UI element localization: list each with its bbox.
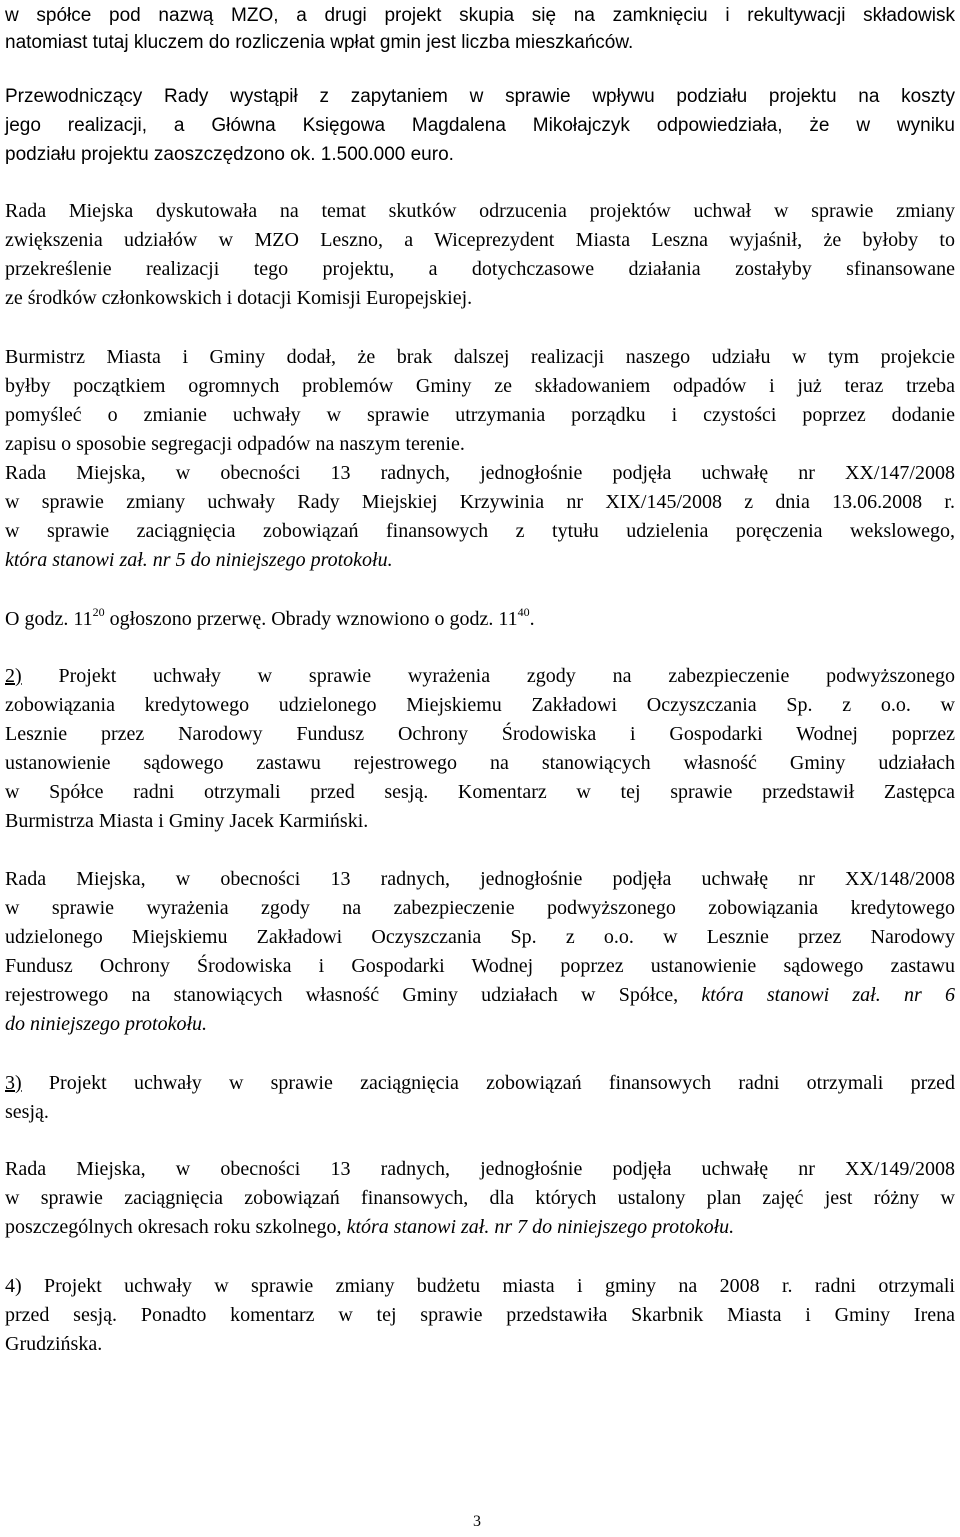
text-line: Fundusz Ochrony Środowiska i Gospodarki Wodnej poprzez ustanowienie sądowego zastawu bbox=[5, 955, 955, 977]
text-line: zobowiązania kredytowego udzielonego Miejskiemu Zakładowi Oczyszczania Sp. z o.o. w bbox=[5, 694, 955, 716]
text-segment: rejestrowego na stanowiących własność Gminy udziałach w Spółce, bbox=[5, 984, 702, 1006]
text-line: Rada Miejska, w obecności 13 radnych, jednogłośnie podjęła uchwałę nr XX/148/2008 bbox=[5, 868, 955, 890]
text-line: w spółce pod nazwą MZO, a drugi projekt skupia się na zamknięciu i rekultywacji składowisk bbox=[5, 5, 955, 26]
agenda-item-title: Projekt uchwały w sprawie zaciągnięcia zobowiązań finansowych radni otrzymali przed bbox=[21, 1072, 955, 1094]
attachment-reference: która stanowi zał. nr 6 bbox=[701, 984, 956, 1006]
text-line: w sprawie zaciągnięcia zobowiązań finansowych, dla których ustalony plan zajęć jest różny w bbox=[5, 1187, 955, 1209]
text-line: w sprawie wyrażenia zgody na zabezpieczenie podwyższonego zobowiązania kredytowego bbox=[5, 897, 955, 919]
agenda-item-number: 3) bbox=[5, 1072, 22, 1094]
text-line: Lesznie przez Narodowy Fundusz Ochrony Środowiska i Gospodarki Wodnej poprzez bbox=[5, 723, 955, 745]
text-line: w sprawie zaciągnięcia zobowiązań finansowych z tytułu udzielenia poręczenia wekslowego, bbox=[5, 520, 955, 542]
text-line: zapisu o sposobie segregacji odpadów na naszym terenie. bbox=[5, 433, 465, 455]
sitting-text: ogłoszono przerwę. Obrady wznowiono o godz. 11 bbox=[104, 608, 518, 630]
text-line: w sprawie zmiany uchwały Rady Miejskiej Krzywinia nr XIX/145/2008 z dnia 13.06.2008 r. bbox=[5, 491, 955, 513]
text-line: przed sesją. Ponadto komentarz w tej sprawie przedstawiła Skarbnik Miasta i Gminy Irena bbox=[5, 1304, 955, 1326]
text-line: ustanowienie sądowego zastawu rejestrowego na stanowiących własność Gminy udziałach bbox=[5, 752, 955, 774]
time-superscript: 40 bbox=[517, 605, 530, 619]
agenda-item-title: Projekt uchwały w sprawie wyrażenia zgody na zabezpieczenie podwyższonego bbox=[21, 665, 955, 687]
text-line: jego realizacji, a Główna Księgowa Magdalena Mikołajczyk odpowiedziała, że w wyniku bbox=[5, 115, 955, 136]
text-line: która stanowi zał. nr 5 do niniejszego protokołu. bbox=[5, 549, 393, 571]
text-line: sesją. bbox=[5, 1101, 49, 1123]
text-segment: poszczególnych okresach roku szkolnego, bbox=[5, 1216, 347, 1238]
text-line bbox=[5, 1071, 955, 1097]
text-line: Grudzińska. bbox=[5, 1333, 103, 1355]
text-line bbox=[5, 607, 955, 633]
text-line: przekreślenie realizacji tego projektu, a dotychczasowe działania zostałyby sfinansowane bbox=[5, 258, 955, 280]
text-line: udzielonego Miejskiemu Zakładowi Oczyszczania Sp. z o.o. w Lesznie przez Narodowy bbox=[5, 926, 955, 948]
agenda-item-number: 2) bbox=[5, 665, 22, 687]
time-superscript: 20 bbox=[92, 605, 105, 619]
text-line: Rada Miejska dyskutowała na temat skutków odrzucenia projektów uchwał w sprawie zmiany bbox=[5, 200, 955, 222]
sitting-text: . bbox=[529, 608, 535, 630]
text-line: byłby początkiem ogromnych problemów Gminy ze składowaniem odpadów i już teraz trzeba bbox=[5, 375, 955, 397]
page-number: 3 bbox=[473, 1513, 481, 1530]
text-line: Przewodniczący Rady wystąpił z zapytaniem w sprawie wpływu podziału projektu na koszty bbox=[5, 86, 955, 107]
text-line: pomyśleć o zmianie uchwały w sprawie utrzymania porządku i czystości poprzez dodanie bbox=[5, 404, 955, 426]
text-line: Rada Miejska, w obecności 13 radnych, jednogłośnie podjęła uchwałę nr XX/149/2008 bbox=[5, 1158, 955, 1180]
text-line: ze środków członkowskich i dotacji Komisji Europejskiej. bbox=[5, 287, 473, 309]
text-line: Burmistrza Miasta i Gminy Jacek Karmiński. bbox=[5, 810, 369, 832]
text-line bbox=[5, 664, 955, 690]
text-line: w Spółce radni otrzymali przed sesją. Komentarz w tej sprawie przedstawił Zastępca bbox=[5, 781, 955, 803]
text-line: natomiast tutaj kluczem do rozliczenia wpłat gmin jest liczba mieszkańców. bbox=[5, 32, 634, 53]
text-line bbox=[5, 1215, 955, 1241]
text-line: Burmistrz Miasta i Gminy dodał, że brak dalszej realizacji naszego udziału w tym projekcie bbox=[5, 346, 955, 368]
text-line: Rada Miejska, w obecności 13 radnych, jednogłośnie podjęła uchwałę nr XX/147/2008 bbox=[5, 462, 955, 484]
text-line bbox=[5, 983, 955, 1009]
text-line: do niniejszego protokołu. bbox=[5, 1013, 208, 1035]
text-line: 4) Projekt uchwały w sprawie zmiany budżetu miasta i gminy na 2008 r. radni otrzymali bbox=[5, 1275, 955, 1297]
text-line: zwiększenia udziałów w MZO Leszno, a Wiceprezydent Miasta Leszna wyjaśnił, że byłoby to bbox=[5, 229, 955, 251]
sitting-text: O godz. 11 bbox=[5, 608, 93, 630]
attachment-reference: która stanowi zał. nr 7 do niniejszego protokołu. bbox=[346, 1216, 735, 1238]
text-line: podziału projektu zaoszczędzono ok. 1.500.000 euro. bbox=[5, 144, 454, 165]
